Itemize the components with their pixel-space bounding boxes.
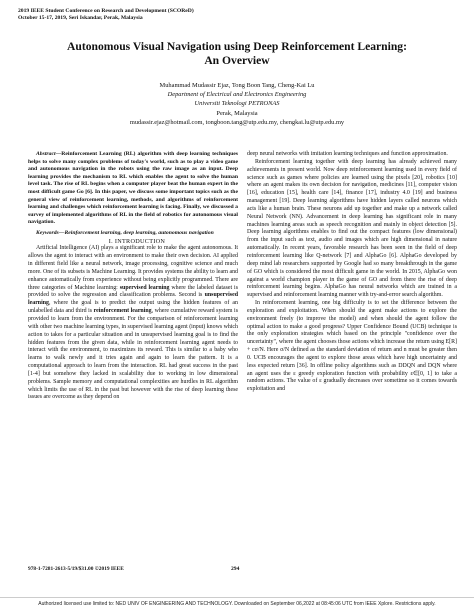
term-reinforcement: reinforcement learning <box>93 308 152 315</box>
conference-name: 2019 IEEE Student Conference on Research and Development (SCOReD) <box>18 8 194 14</box>
intro-text-3: , where the goal is to predict the output using the hidden features of an unlabelled data and third is <box>28 300 238 315</box>
term-supervised: supervised learning <box>119 284 170 291</box>
abstract-label: Abstract <box>36 151 56 157</box>
intro-text-4: , where cumulative reward system is provided to learn from the environment. For the comparison of reinforcement learning with other two machine learning types, in supervised learning agent (input) knows which action to takes for a particular situation and in unsupervised learning goal is to find the hidden features from the given data, while in reinforcement learning agent needs to interact with the environment, to maximizes its reward. This is similar to a baby who learns to walk newly and it tries again and again to learn the pattern. It is a computational approach to learn from the interaction. RL had great success in the past [1-4] but somehow they lacked in scalability due to working in low dimensional problems. Sample memory and computational complexities are hurdles in RL algorithm which limits the use of RL in the past but however with the rise of deep learning these issues are overcome as they depend on <box>28 308 238 401</box>
author-department: Department of Electrical and Electronics Engineering <box>167 91 307 99</box>
keywords-label: Keywords <box>36 229 59 236</box>
conference-date-location: October 15-17, 2019, Seri Iskandar, Perak, Malaysia <box>18 15 143 21</box>
page-number: 294 <box>231 566 240 572</box>
intro-paragraph <box>28 245 238 402</box>
license-notice: Authorized licensed use limited to: NED UNIV OF ENGINEERING AND TECHNOLOGY. Downloaded on September 06,2022 at 08:45:06 UTC from IEEE Xplore. Restrictions apply. <box>38 601 436 607</box>
author-university: Universiti Teknologi PETRONAS <box>194 100 280 108</box>
right-paragraph-continued: deep neural networks with imitation learning techniques and function approximation. <box>247 151 448 157</box>
conference-header <box>18 8 194 22</box>
footer-isbn: 978-1-7281-2613-5/19/$31.00 ©2019 IEEE <box>28 566 124 572</box>
right-column <box>247 151 457 394</box>
author-location: Perak, Malaysia <box>216 109 258 117</box>
intro-text-2: where the labeled dataset is provided to solve the regression and classification problems. Second is <box>28 284 238 299</box>
author-emails: mudassir.ejaz@hotmail.com, tongboon.tang@utp.edu.my, chengkai.lu@utp.edu.my <box>129 118 345 126</box>
title-line-2: An Overview <box>204 54 270 67</box>
author-names: Muhammad Mudassir Ejaz, Tong Boon Tang, Cheng-Kai Lu <box>159 82 315 89</box>
left-column <box>28 151 238 402</box>
abstract <box>28 151 238 227</box>
term-unsupervised: unsupervised learning <box>28 292 238 307</box>
right-paragraph-2: In reinforcement learning, one big difficulty is to set the difference between the exploration and exploitation. When should the agent make actions to explore the environment freely (to improve the model) and when should the agent follow the optimal action to make a good progress? Upper Confidence Bound (UCB) technique is the only exploration strategies which based on the principle "confidence over the uncertainty", where the agent chooses those actions which increase the return using E[R] + cσ/N. Here σ/N defined as the standard deviation of return and n must be greater then 0. UCB encourages the agent to explore those areas which have high uncertainty and less expected return [36]. In offline policy algorithms such as DDQN and DQN where an agent uses the ε greedy exploration function with probability ε∈[0, 1] to take a random actions. The value of ε gradually decreases over sometime so it comes towards exploitation and <box>247 300 457 393</box>
right-paragraph-1: Reinforcement learning together with deep learning has already achieved many achievements in present world. Now deep reinforcement learning used in every field of science such as games where policies are learned using the pixels [20], robotics [10] where an agent makes its own decision for navigation, medicines [11], computer vision [16], education [15], health care [14], finance [17], industry 4.0 [19] and business management [19]. Deep learning algorithms have hidden layers called neurons which acts like a human brain. These neurons add up together and make up a network called Neural Network (NN). Advancement in deep learning has significant role in many machines learning areas such as speech recognition and mainly in object detection [5]. Deep learning algorithms enables to find out the compact features (low dimensional) from the input such as text, audio and images which are high dimensional in nature automatically. In recent years, favorable research has been seen in the field of deep reinforcement learning like Q-network [7] and AlphaGo [6]. AlphaGo developed by deep mind lab researchers supported by Google had so many breakthrough in the game of GO which is considered the most difficult game in the world. In 2015, AlphaGo won against a world champion player in the game of GO and from there the rise of deep reinforcement learning begins. AlphaGo has neural networks which are trained in a supervised and reinforcement learning manner with try-and-error search algorithm. <box>247 158 457 299</box>
abstract-text: —Reinforcement Learning (RL) algorithm with deep learning techniques helps to solve many complex problems of today's world, such as to play a video game and autonomous navigation in the robots using the raw image as an input. Deep learning provides the mechanism to RL which enables the agent to solve the human level task. The rise of RL begins when a computer player beat the human expert in the most difficult game Go [6]. In this paper, we discuss some important topics such as the general view of reinforcement learning, methods, and algorithms of reinforcement learning and challenges which reinforcement learning is facing. Finally, we discussed a survey of implemented algorithms of RL in the field of robotics for autonomous visual navigation. <box>28 151 238 226</box>
footer-divider <box>0 597 474 598</box>
keywords <box>28 230 238 238</box>
author-block <box>0 81 474 127</box>
title-line-1: Autonomous Visual Navigation using Deep Reinforcement Learning: <box>67 40 407 53</box>
paper-title <box>0 40 474 68</box>
keywords-text: —Reinforcement learning, deep learning, autonomous navigation <box>58 229 214 236</box>
intro-text-1: Artificial Intelligence (AI) plays a significant role to make the agent autonomous. It allows the agent to interact with an environment to make their own decision. AI applied in different field like a neural network, image processing, cognitive science and much more. One of its subsets is Machine Learning. It provides systems the ability to learn and enhance automatically from experience without being explicitly programmed. There are three categories of Machine learning: <box>28 245 238 291</box>
section-heading-introduction: I. INTRODUCTION <box>108 237 166 245</box>
